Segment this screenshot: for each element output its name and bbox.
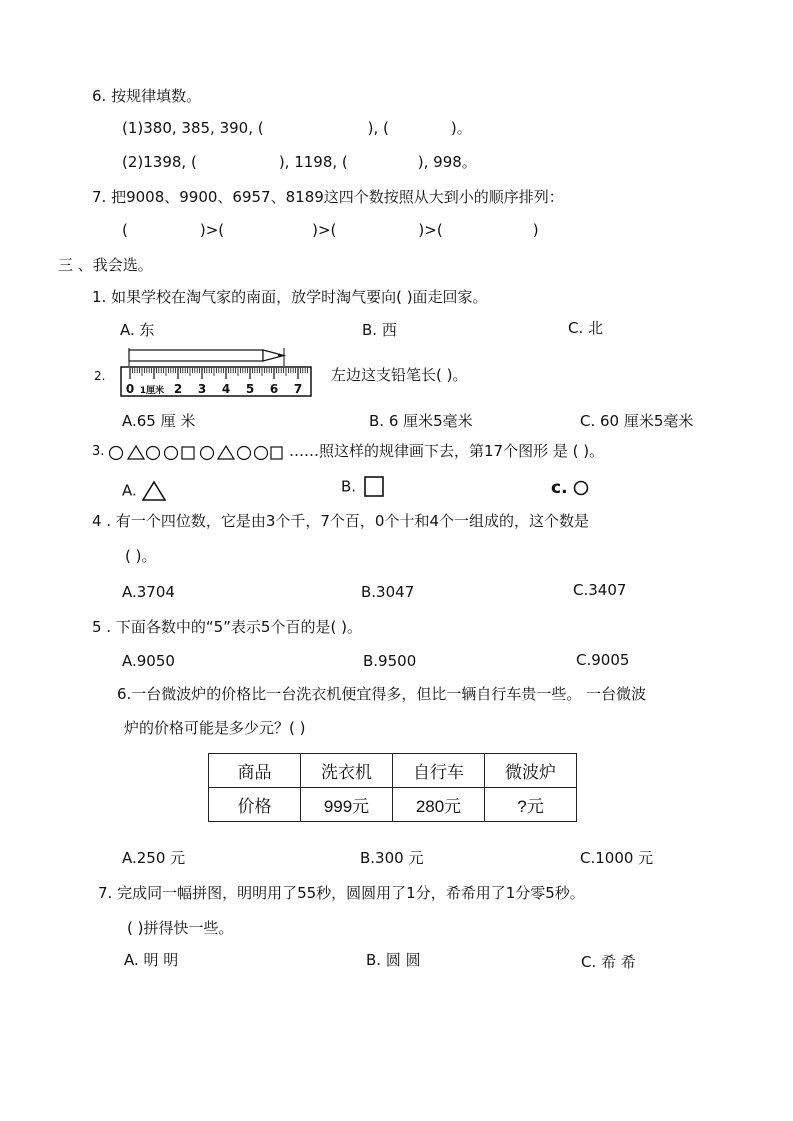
s5-option-c[interactable]: C.9005 [576, 651, 630, 669]
s7-question: 7. 完成同一幅拼图，明明用了55秒，圆圆用了1分，希希用了1分零5秒。 [98, 884, 585, 902]
s3-question: ……照这样的规律画下去，第17个图形 是 ( )。 [289, 442, 605, 460]
table-cell: 280元 [393, 788, 485, 822]
circle-icon [165, 447, 178, 460]
s6-option-b[interactable]: B.300 元 [360, 849, 424, 867]
s6-question: 6.一台微波炉的价格比一台洗衣机便宜得多，但比一辆自行车贵一些。 一台微波 [117, 685, 647, 703]
square-icon [361, 476, 385, 498]
ruler-tick-label: 1厘米 [139, 386, 165, 396]
table-row [209, 788, 577, 822]
table-header-cell: 商品 [209, 754, 301, 788]
shape-sequence [107, 442, 283, 462]
s7-question-cont[interactable]: ( )拼得快一些。 [127, 919, 234, 937]
section-title: 三 、我会选。 [58, 256, 153, 274]
s7-option-c[interactable]: C. 希 希 [581, 953, 636, 971]
circle-icon [238, 447, 251, 460]
q6-line1: (1)380, 385, 390, ( ), ( )。 [122, 119, 472, 137]
s5-option-a[interactable]: A.9050 [122, 652, 175, 670]
s6-question-cont: 炉的价格可能是多少元？( ) [124, 719, 306, 737]
q6-title: 6. 按规律填数。 [92, 87, 202, 105]
table-cell: 999元 [301, 788, 393, 822]
ruler-tick-label: 0 [125, 382, 135, 396]
s4-option-b[interactable]: B.3047 [361, 583, 415, 601]
s4-option-c[interactable]: C.3407 [573, 581, 627, 599]
triangle-icon [218, 446, 234, 459]
square-icon [182, 447, 194, 459]
s6-option-a[interactable]: A.250 元 [122, 849, 186, 867]
circle-icon [201, 447, 214, 460]
s3-option-c[interactable]: c. [551, 478, 591, 498]
circle-icon [573, 478, 591, 498]
q7-order-line: ( )>( )>( )>( ) [122, 221, 539, 239]
s1-option-a[interactable]: A. 东 [120, 321, 155, 339]
q6-line2: (2)1398, ( ), 1198, ( ), 998。 [122, 153, 477, 171]
s1-question: 1. 如果学校在淘气家的南面，放学时淘气要向( )面走回家。 [92, 288, 488, 306]
s7-option-a[interactable]: A. 明 明 [124, 951, 179, 969]
triangle-icon [142, 480, 166, 502]
s2-number: 2. [94, 369, 106, 383]
table-header-cell: 自行车 [393, 754, 485, 788]
table-header-cell: 微波炉 [485, 754, 577, 788]
ruler-icon [121, 367, 311, 396]
s3-number: 3. [92, 444, 105, 459]
ruler-tick-label: 2 [173, 382, 183, 396]
ruler-tick-label: 6 [269, 382, 279, 396]
ruler-tick-label: 7 [293, 382, 303, 396]
s2-option-c[interactable]: C. 60 厘米5毫米 [580, 412, 694, 430]
table-header-cell: 洗衣机 [301, 754, 393, 788]
s7-option-b[interactable]: B. 圆 圆 [366, 951, 421, 969]
ruler-tick-label: 4 [221, 382, 231, 396]
s2-question: 左边这支铅笔长( )。 [331, 366, 468, 384]
s4-question: 4 . 有一个四位数，它是由3个千，7个百，0个十和4个一组成的，这个数是 [92, 512, 590, 530]
table-cell: ?元 [485, 788, 577, 822]
square-icon [271, 447, 282, 459]
ruler-tick-label: 5 [245, 382, 255, 396]
s4-answer-blank[interactable]: ( )。 [125, 547, 157, 565]
circle-icon [110, 447, 123, 460]
ruler-tick-label: 3 [197, 382, 207, 396]
s1-option-c[interactable]: C. 北 [568, 319, 604, 337]
s5-question: 5 . 下面各数中的“5”表示5个百的是( )。 [92, 618, 362, 636]
s3-option-a[interactable]: A. [122, 480, 166, 502]
circle-icon [147, 447, 160, 460]
table-cell: 价格 [209, 788, 301, 822]
s4-option-a[interactable]: A.3704 [122, 583, 175, 601]
s6-option-c[interactable]: C.1000 元 [580, 849, 654, 867]
s2-option-b[interactable]: B. 6 厘米5毫米 [369, 412, 473, 430]
circle-icon [255, 447, 268, 460]
pencil-icon [129, 348, 284, 366]
s5-option-b[interactable]: B.9500 [363, 652, 417, 670]
s2-option-a[interactable]: A.65 厘 米 [122, 412, 196, 430]
triangle-icon [128, 446, 144, 459]
s1-option-b[interactable]: B. 西 [362, 321, 397, 339]
price-table [208, 753, 577, 822]
pencil-ruler-figure [118, 340, 314, 398]
q7-title: 7. 把9008、9900、6957、8189这四个数按照从大到小的顺序排列： [92, 188, 564, 206]
table-row [209, 754, 577, 788]
s3-option-b[interactable]: B. [341, 476, 385, 498]
